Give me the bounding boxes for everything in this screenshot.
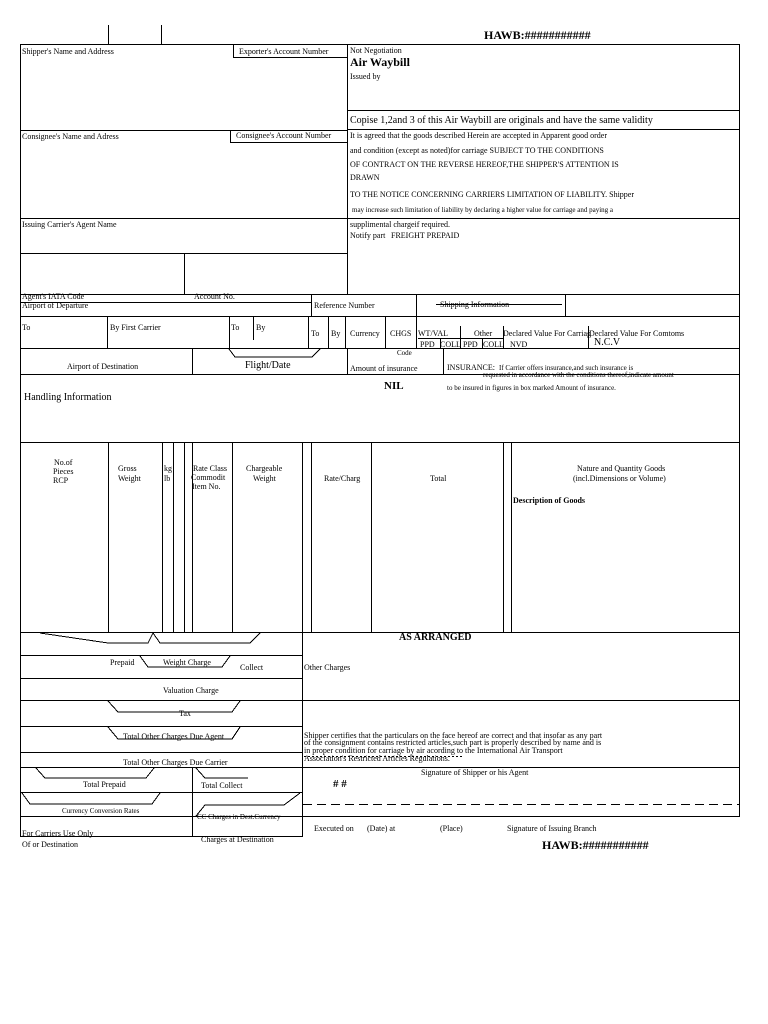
chargeable-header-1: Chargeable	[246, 464, 283, 473]
insurance-label: INSURANCE:	[447, 363, 496, 372]
signature-shipper-label: Signature of Shipper or his Agent	[421, 768, 529, 777]
declared-customs-value: N.C.V	[594, 337, 621, 348]
certification-line-1: Shipper certifies that the particulars on the face hereof are correct and that insofar as any part	[304, 731, 603, 740]
rate-class-header-1: Rate Class	[193, 464, 227, 473]
kg-header: kg	[164, 464, 172, 473]
shipping-information-label: Shipping Information	[440, 300, 510, 309]
conditions-line-1: It is agreed that the goods described Herein are accepted in Apparent good order	[350, 131, 608, 140]
hawb-number-top: HAWB:###########	[484, 28, 591, 42]
amount-insurance-label: Amount of insurance	[350, 364, 418, 373]
hawb-number-bottom: HAWB:###########	[542, 838, 649, 852]
gross-header-1: Gross	[118, 464, 137, 473]
cc-charges-label: CC Charges in Dest.Currency	[197, 813, 281, 821]
routing-to-1: To	[22, 323, 31, 332]
declared-value-carriage-label: Declared Value For Carriag	[503, 329, 592, 338]
rate-class-header-3: Item No.	[192, 482, 221, 491]
executed-on-label: Executed on	[314, 824, 354, 833]
airport-destination-label: Airport of Destination	[67, 362, 139, 371]
total-other-charges-agent-label: Total Other Charges Due Agent	[123, 732, 225, 741]
routing-by-3: By	[331, 329, 341, 338]
valuation-charge-label: Valuation Charge	[163, 686, 219, 695]
consignee-account-label: Consignee's Account Number	[236, 131, 332, 140]
carriers-use-only-label: For Carriers Use Only	[22, 829, 94, 838]
gross-header-2: Weight	[118, 474, 141, 483]
agent-iata-code-label: Agent's IATA Code	[22, 292, 85, 301]
insurance-amount-value: NIL	[384, 380, 404, 392]
conditions-line-7: supplimental chargeif required.	[350, 220, 451, 229]
air-waybill-title: Air Waybill	[350, 55, 410, 69]
shipper-signature-hashes: # #	[333, 778, 347, 790]
other-ppd: PPD	[463, 340, 478, 349]
account-no-label: Account No.	[194, 292, 235, 301]
conditions-line-4: DRAWN	[350, 173, 380, 182]
total-other-charges-carrier-label: Total Other Charges Due Carrier	[123, 758, 228, 767]
wt-val-label: WT/VAL	[418, 329, 449, 338]
certification-line-2: of the consignment contains restricted articles,such part is properly described by name and is	[304, 738, 602, 747]
by-first-carrier-label: By First Carrier	[110, 323, 161, 332]
of-destination-label: Of or Destination	[22, 840, 78, 849]
as-arranged-value: AS ARRANGED	[399, 632, 472, 643]
total-collect-label: Total Collect	[201, 781, 243, 790]
other-coll: COLL	[483, 340, 504, 349]
shipper-name-label: Shipper's Name and Address	[22, 47, 114, 56]
conditions-line-5: TO THE NOTICE CONCERNING CARRIERS LIMITATION OF LIABILITY. Shipper	[350, 190, 635, 199]
exporter-account-label: Exporter's Account Number	[239, 47, 329, 56]
not-negotiable-label: Not Negotiation	[350, 46, 402, 55]
chargeable-header-2: Weight	[253, 474, 276, 483]
conditions-line-2: and condition (except as noted)for carriage SUBJECT TO THE CONDITIONS	[350, 146, 604, 155]
copies-note: Copise 1,2and 3 of this Air Waybill are originals and have the same validity	[350, 115, 653, 126]
wt-val-coll: COLL	[440, 340, 461, 349]
issued-by-label: Issued by	[350, 72, 381, 81]
routing-to-2: To	[231, 323, 240, 332]
place-label: (Place)	[440, 824, 463, 833]
prepaid-label: Prepaid	[110, 658, 135, 667]
flight-date-label: Flight/Date	[245, 360, 291, 371]
collect-label: Collect	[240, 663, 264, 672]
insurance-text-2: requested in accordance with the conditions thereof,indicate amount	[483, 371, 674, 379]
airport-departure-label: Airport of Departure	[22, 301, 89, 310]
rate-class-header-2: Commodit	[191, 473, 226, 482]
handling-information-label: Handling Information	[24, 392, 112, 403]
declared-value-customs-label: Declared Value For Comtoms	[589, 329, 685, 338]
chgs-label: CHGS	[390, 329, 412, 338]
nature-quantity-header-2: (incl.Dimensions or Volume)	[573, 474, 666, 483]
reference-number-label: Reference Number	[314, 301, 375, 310]
wt-val-ppd: PPD	[420, 340, 435, 349]
currency-conversion-label: Currency Conversion Rates	[62, 807, 140, 815]
rate-charge-header: Rate/Charg	[324, 474, 361, 483]
charges-at-destination-label: Charges at Destination	[201, 835, 274, 844]
declared-carriage-value: NVD	[510, 340, 528, 349]
insurance-text-3: to be insured in figures in box marked Amount of insurance.	[447, 384, 616, 392]
other-label: Other	[474, 329, 493, 338]
notify-party-value: FREIGHT PREPAID	[391, 231, 460, 240]
routing-by-2: By	[256, 323, 266, 332]
notify-party-label: Notify part	[350, 231, 386, 240]
pieces-header-1: No.of	[54, 458, 73, 467]
nature-quantity-header-1: Nature and Quantity Goods	[577, 464, 666, 473]
currency-label: Currency	[350, 329, 380, 338]
description-of-goods: Description of Goods	[513, 496, 585, 505]
other-charges-label: Other Charges	[304, 663, 351, 672]
date-at-label: (Date) at	[367, 824, 396, 833]
total-header: Total	[430, 474, 447, 483]
consignee-name-label: Consignee's Name and Adress	[22, 132, 119, 141]
routing-to-3: To	[311, 329, 320, 338]
tax-label: Tax	[179, 709, 191, 718]
total-prepaid-label: Total Prepaid	[83, 780, 126, 789]
weight-charge-label: Weight Charge	[163, 658, 211, 667]
conditions-line-3: OF CONTRACT ON THE REVERSE HEREOF,THE SHIPPER'S ATTENTION IS	[350, 160, 619, 169]
insurance-text-1: If Carrier offers insurance,and such insurance is	[499, 364, 634, 372]
pieces-header-2: Pieces	[53, 467, 74, 476]
conditions-line-6: may increase such limitation of liability by declaring a higher value for carriage and paying a	[352, 206, 614, 214]
certification-line-4: Association's Restricted Articles Regulations.	[304, 754, 450, 763]
issuing-agent-label: Issuing Carrier's Agent Name	[22, 220, 117, 229]
pieces-header-3: RCP	[53, 476, 69, 485]
signature-issuing-branch-label: Signature of Issuing Branch	[507, 824, 597, 833]
chgs-code-label: Code	[397, 349, 412, 357]
lb-header: lb	[164, 474, 171, 483]
certification-line-3: in proper condition for carriage by air acording to the International Air Transport	[304, 746, 563, 755]
